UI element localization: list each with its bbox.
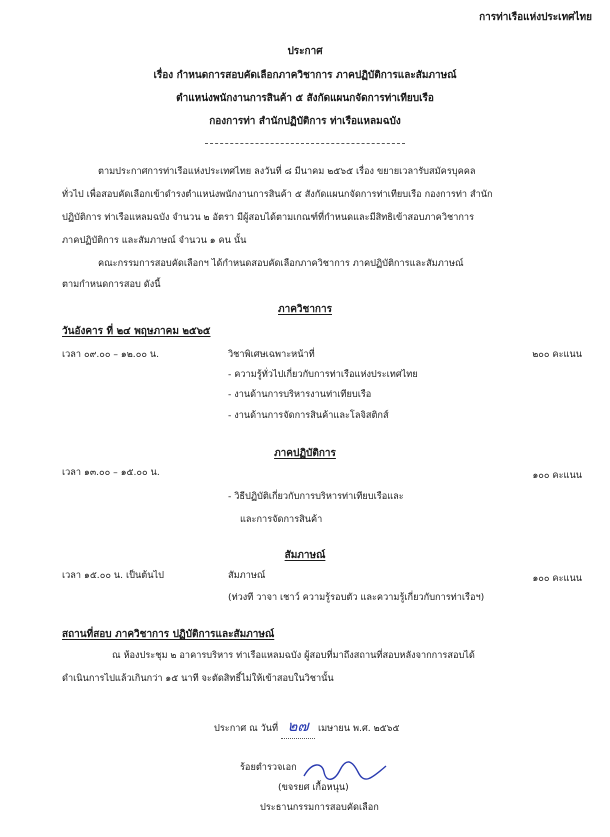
practical-time: เวลา ๑๓.๐๐ – ๑๕.๐๐ น.: [62, 467, 160, 478]
subject-line-3: กองการท่า สำนักปฏิบัติการ ท่าเรือแหลมฉบัง: [209, 116, 401, 127]
intro-line-3: ปฏิบัติการ ท่าเรือแหลมฉบัง จำนวน ๒ อัตรา มีผู้สอบได้ตามเกณฑ์ที่กำหนดและมีสิทธิเข้าสอบภาควิชาการ: [62, 212, 475, 223]
interview-note: (ท่วงที วาจา เชาว์ ความรู้รอบตัว และความรู้เกี่ยวกับการท่าเรือฯ): [228, 592, 485, 603]
venue-line-1: ณ ห้องประชุม ๒ อาคารบริหาร ท่าเรือแหลมฉบัง ผู้สอบที่มาถึงสถานที่สอบหลังจากการสอบได้: [112, 650, 475, 661]
signer-rank: ร้อยตำรวจเอก: [240, 762, 297, 773]
academic-item-3: - งานด้านการจัดการสินค้าและโลจิสติกส์: [228, 410, 389, 421]
exam-date: วันอังคาร ที่ ๒๔ พฤษภาคม ๒๕๖๕: [62, 326, 211, 337]
interview-score: ๑๐๐ คะแนน: [532, 573, 582, 584]
announce-prefix: ประกาศ ณ วันที่: [214, 723, 279, 734]
title-divider: [205, 143, 405, 144]
intro-line-2: ทั่วไป เพื่อสอบคัดเลือกเข้าดำรงตำแหน่งพนักงานการสินค้า ๕ สังกัดแผนกจัดการท่าเทียบเรือ กองการท่า สำนัก: [62, 189, 493, 200]
interview-subject: สัมภาษณ์: [228, 570, 266, 581]
academic-section-heading: ภาควิชาการ: [278, 304, 332, 315]
academic-score: ๒๐๐ คะแนน: [532, 349, 582, 360]
practical-section-heading: ภาคปฏิบัติการ: [274, 448, 336, 459]
subject-line-1: เรื่อง กำหนดการสอบคัดเลือกภาควิชาการ ภาคปฏิบัติการและสัมภาษณ์: [153, 70, 457, 81]
announcement-heading: ประกาศ: [287, 46, 323, 57]
academic-item-1: - ความรู้ทั่วไปเกี่ยวกับการท่าเรือแห่งประเทศไทย: [228, 369, 418, 380]
intro-line-1: ตามประกาศการท่าเรือแห่งประเทศไทย ลงวันที่ ๘ มีนาคม ๒๕๖๕ เรื่อง ขยายเวลารับสมัครบุคคล: [98, 166, 476, 177]
intro-line-4: ภาคปฏิบัติการ และสัมภาษณ์ จำนวน ๑ คน นั้น: [62, 235, 247, 246]
practical-item-line-1: - วิธีปฏิบัติเกี่ยวกับการบริหารท่าเทียบเรือและ: [228, 491, 404, 502]
academic-subject: วิชาพิเศษเฉพาะหน้าที่: [228, 349, 315, 360]
academic-item-2: - งานด้านการบริหารงานท่าเทียบเรือ: [228, 389, 372, 400]
subject-line-2: ตำแหน่งพนักงานการสินค้า ๕ สังกัดแผนกจัดการท่าเทียบเรือ: [176, 93, 434, 104]
intro-line-6: ตามกำหนดการสอบ ดังนี้: [62, 279, 161, 290]
intro-line-5: คณะกรรมการสอบคัดเลือกฯ ได้กำหนดสอบคัดเลือกภาควิชาการ ภาคปฏิบัติการและสัมภาษณ์: [98, 258, 464, 269]
organization-name: การท่าเรือแห่งประเทศไทย: [479, 12, 592, 23]
announce-suffix: เมษายน พ.ศ. ๒๕๖๕: [317, 723, 400, 734]
announce-day: ๒๗: [281, 714, 315, 739]
announce-date: [214, 714, 399, 739]
practical-item-line-2: และการจัดการสินค้า: [240, 514, 323, 525]
academic-time: เวลา ๐๙.๐๐ – ๑๒.๐๐ น.: [62, 349, 160, 360]
venue-heading: สถานที่สอบ ภาควิชาการ ปฏิบัติการและสัมภาษณ์: [62, 629, 275, 640]
venue-line-2: ดำเนินการไปแล้วเกินกว่า ๑๕ นาที จะตัดสิทธิ์ไม่ให้เข้าสอบในวิชานั้น: [62, 673, 334, 684]
interview-section-heading: สัมภาษณ์: [284, 550, 326, 561]
practical-score: ๑๐๐ คะแนน: [532, 470, 582, 481]
interview-time: เวลา ๑๕.๐๐ น. เป็นต้นไป: [62, 570, 164, 581]
signer-name: (ขจรยศ เกื้อหนุน): [278, 782, 349, 793]
signer-position: ประธานกรรมการสอบคัดเลือก: [260, 802, 379, 813]
